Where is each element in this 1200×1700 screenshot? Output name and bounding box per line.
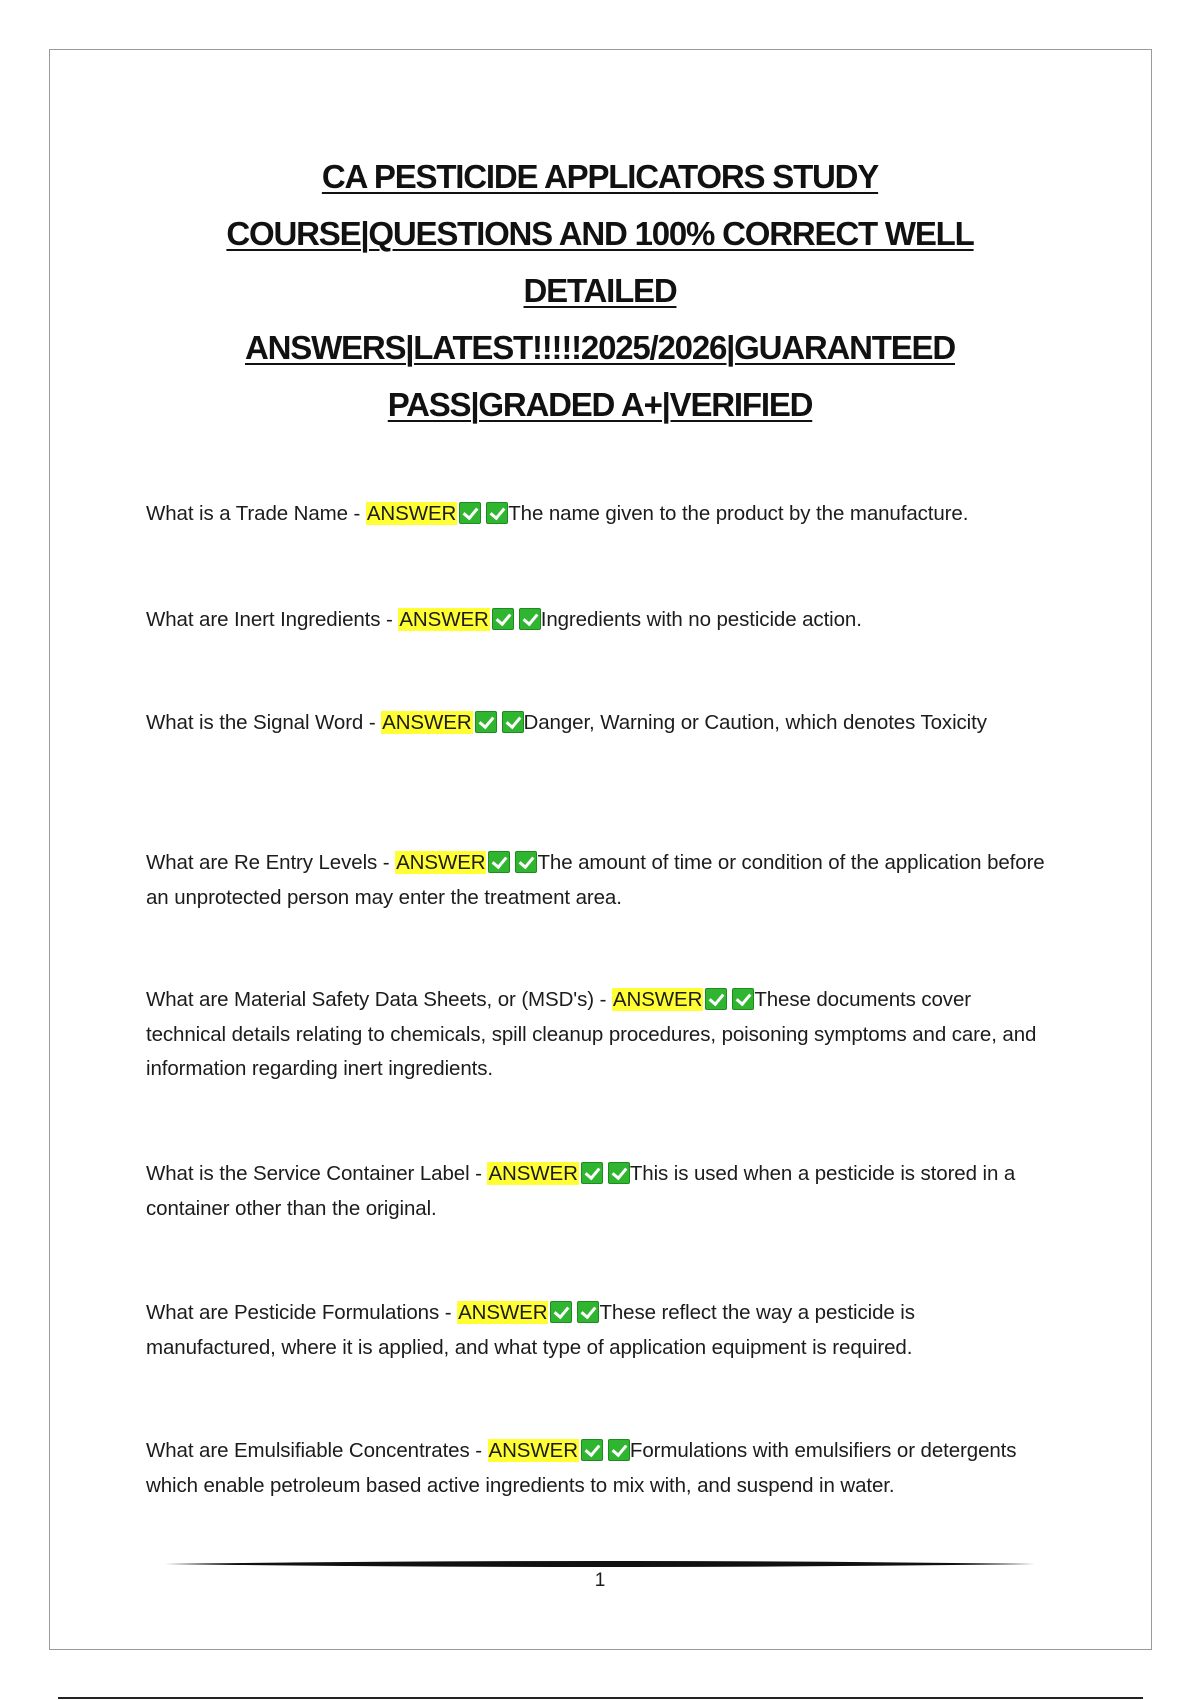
question-text: What is the Service Container Label - [146,1162,488,1185]
check-mark-icon [459,502,481,524]
check-mark-icon [581,1162,603,1184]
qa-item [146,603,1046,638]
question-text: What are Material Safety Data Sheets, or (MSD's) - [146,988,612,1011]
check-mark-icon [608,1162,630,1184]
title-line: ANSWERS|LATEST!!!!!2025/2026|GUARANTEED [245,329,955,366]
answer-text: This is used when a pesticide is stored in a container other than the original. [146,1162,1016,1220]
qa-item [146,1434,1046,1503]
answer-text: These reflect the way a pesticide is manufactured, where it is applied, and what type of application equipment is required. [146,1301,915,1359]
answer-label: ANSWER [488,1439,578,1462]
check-mark-icon [581,1439,603,1461]
answer-label: ANSWER [488,1162,578,1185]
answer-text: The amount of time or condition of the application before an unprotected person may enter the treatment area. [146,851,1045,909]
title-line: CA PESTICIDE APPLICATORS STUDY [321,158,879,195]
question-text: What are Emulsifiable Concentrates - [146,1439,488,1462]
qa-item [146,846,1046,915]
answer-text: These documents cover technical details relating to chemicals, spill cleanup procedures, poisoning symptoms and care, and information regarding inert ingredients. [146,988,1037,1080]
answer-label: ANSWER [612,988,703,1011]
document-title [100,148,1100,433]
answer-label: ANSWER [399,608,489,631]
check-mark-icon [502,711,524,733]
check-mark-icon [475,711,497,733]
check-mark-icon [492,608,514,630]
bottom-rule [58,1697,1143,1699]
qa-item [146,983,1046,1087]
qa-item [146,1157,1046,1226]
answer-label: ANSWER [366,502,457,525]
qa-item [146,706,1046,741]
question-text: What are Inert Ingredients - [146,608,399,631]
question-text: What is the Signal Word - [146,711,382,734]
check-mark-icon [515,851,537,873]
question-text: What are Re Entry Levels - [146,851,396,874]
answer-text: Formulations with emulsifiers or detergents which enable petroleum based active ingredients to mix with, and suspend in water. [146,1439,1017,1497]
answer-text: The name given to the product by the manufacture. [508,502,969,525]
answer-text: Ingredients with no pesticide action. [540,608,862,631]
page-number: 1 [594,1570,606,1591]
footer-rule [165,1560,1035,1568]
check-mark-icon [519,608,541,630]
check-mark-icon [705,988,727,1010]
title-line: COURSE|QUESTIONS AND 100% CORRECT WELL [226,215,974,252]
check-mark-icon [608,1439,630,1461]
question-text: What is a Trade Name - [146,502,366,525]
check-mark-icon [488,851,510,873]
title-line: DETAILED [523,272,677,309]
qa-item [146,497,1046,532]
question-text: What are Pesticide Formulations - [146,1301,458,1324]
check-mark-icon [732,988,754,1010]
check-mark-icon [550,1301,572,1323]
answer-label: ANSWER [396,851,486,874]
answer-text: Danger, Warning or Caution, which denotes Toxicity [523,711,987,734]
check-mark-icon [486,502,508,524]
title-line: PASS|GRADED A+|VERIFIED [387,386,813,423]
answer-label: ANSWER [382,711,472,734]
check-mark-icon [577,1301,599,1323]
qa-item [146,1296,1046,1365]
answer-label: ANSWER [458,1301,548,1324]
